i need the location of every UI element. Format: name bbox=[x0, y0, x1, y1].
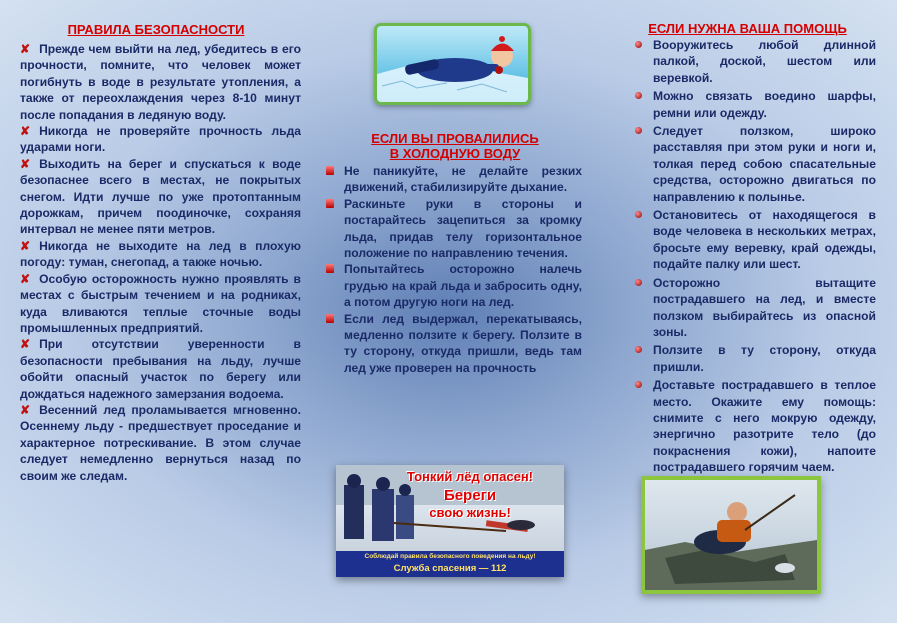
cross-icon: ✘ bbox=[20, 337, 31, 352]
list-item: Раскиньте руки в стороны и постарайтесь зацепиться за кромку льда, придав телу горизонтальное положение по направлению течения. bbox=[326, 196, 582, 262]
list-item: Можно связать воедино шарфы, ремни или одежду. bbox=[626, 88, 876, 121]
list-item: Следует ползком, широко расставляя при этом руки и ноги и, толкая перед собою спасательные средства, осторожно двигаться по направлению к полынье. bbox=[626, 123, 876, 205]
list-item: ✘ Прежде чем выйти на лед, убедитесь в его прочности, помните, что человек может погибнуть в воде в результате утопления, а также от переохлаждения через 8-10 минут после попадания в ледяную воду. bbox=[20, 42, 301, 122]
cross-icon: ✘ bbox=[20, 124, 31, 139]
cross-icon: ✘ bbox=[20, 402, 31, 417]
bullet-icon bbox=[326, 314, 334, 323]
bullet-icon bbox=[635, 279, 642, 286]
crawling-rescuer-illustration bbox=[374, 23, 531, 105]
list-item: Остановитесь от находящегося в воде человека в нескольких метрах, бросьте ему веревку, край одежды, подайте палку или шест. bbox=[626, 207, 876, 273]
bullet-icon bbox=[635, 381, 642, 388]
list-item: ✘ Выходить на берег и спускаться к воде безопаснее всего в местах, не покрытых снегом. Идти лучше по уже протоптанным дорожкам, причем поодиночке, сохраняя интервал не менее пяти метров. bbox=[20, 156, 301, 237]
safety-rules-panel bbox=[0, 0, 312, 623]
safety-rules-heading: ПРАВИЛА БЕЗОПАСНОСТИ bbox=[67, 22, 245, 37]
list-item: Вооружитесь любой длинной палкой, доской, шестом или веревкой. bbox=[626, 37, 876, 86]
list-item: ✘ Весенний лед проламывается мгновенно. Осеннему льду - предшествует проседание и характерное потрескивание. В этом случае следует немедленно вернуться назад по своим же следам. bbox=[20, 402, 301, 483]
bullet-icon bbox=[635, 92, 642, 99]
bullet-icon bbox=[635, 211, 642, 218]
bullet-icon bbox=[635, 41, 642, 48]
bullet-icon bbox=[635, 346, 642, 353]
list-item: ✘ Никогда не проверяйте прочность льда ударами ноги. bbox=[20, 124, 301, 155]
fell-through-ice-panel bbox=[312, 0, 598, 623]
list-item: Если лед выдержал, перекатываясь, медленно ползите к берегу. Ползите в ту сторону, откуда пришли, ведь там лед уже проверен на прочность bbox=[326, 311, 582, 377]
bullet-icon bbox=[635, 127, 642, 134]
fell-through-ice-heading: ЕСЛИ ВЫ ПРОВАЛИЛИСЬ В ХОЛОДНУЮ ВОДУ bbox=[371, 131, 539, 161]
bullet-icon bbox=[326, 199, 334, 208]
bullet-icon bbox=[326, 264, 334, 273]
list-item: Попытайтесь осторожно налечь грудью на край льда и забросить одну, а потом другую ноги на лед. bbox=[326, 261, 582, 310]
list-item: ✘ Никогда не выходите на лед в плохую погоду: туман, снегопад, а также ночью. bbox=[20, 238, 301, 270]
ice-rescue-photo bbox=[641, 476, 821, 594]
fell-through-ice-list bbox=[326, 163, 582, 376]
cross-icon: ✘ bbox=[20, 42, 31, 56]
person-on-ice-image bbox=[645, 480, 817, 590]
cross-icon: ✘ bbox=[20, 156, 31, 171]
rescuer-on-ice-image bbox=[377, 26, 528, 102]
safety-rules-list bbox=[20, 41, 301, 484]
cross-icon: ✘ bbox=[20, 271, 31, 286]
list-item: Не паникуйте, не делайте резких движений, стабилизируйте дыхание. bbox=[326, 163, 582, 196]
thin-ice-poster: Тонкий лёд опасен! Береги свою жизнь! Соблюдай правила безопасного поведения на льду! Служба спасения — 112 bbox=[336, 465, 564, 577]
poster-footer-bar: Соблюдай правила безопасного поведения на льду! Служба спасения — 112 bbox=[336, 551, 564, 577]
list-item: Ползите в ту сторону, откуда пришли. bbox=[626, 342, 876, 375]
cross-icon: ✘ bbox=[20, 238, 31, 253]
list-item: ✘ Особую осторожность нужно проявлять в местах с быстрым течением и на родниках, куда вливаются теплые сточные воды промышленных предприятий. bbox=[20, 271, 301, 335]
list-item: Доставьте пострадавшего в теплое место. Окажите ему помощь: снимите с него мокрую одежду, энергично разотрите тело (до покраснения кожи), напоите пострадавшего горячим чаем. bbox=[626, 377, 876, 475]
list-item: Осторожно вытащите пострадавшего на лед, и вместе ползком выбирайтесь из опасной зоны. bbox=[626, 275, 876, 341]
help-needed-list bbox=[626, 37, 876, 478]
help-needed-heading: ЕСЛИ НУЖНА ВАША ПОМОЩЬ bbox=[648, 21, 847, 36]
help-needed-panel bbox=[598, 0, 897, 623]
list-item: ✘ При отсутствии уверенности в безопасности пребывания на льду, лучше обойти опасный участок по берегу или дождаться надежного замерзания водоема. bbox=[20, 337, 301, 401]
bullet-icon bbox=[326, 166, 334, 175]
